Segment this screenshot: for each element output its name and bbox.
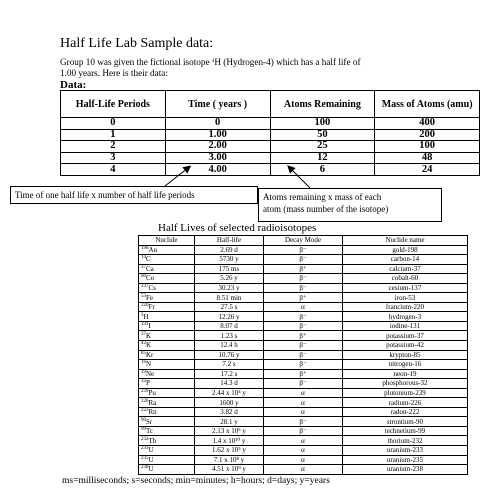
nuclide-name-cell: uranium-238 bbox=[342, 465, 467, 475]
half-life-cell: 3.82 d bbox=[194, 407, 263, 417]
intro-line1-a: Group 10 was given the fictional isotope bbox=[60, 57, 212, 67]
table-row bbox=[139, 264, 468, 274]
half-life-cell: 28.1 y bbox=[194, 417, 263, 427]
half-life-cell: 14.3 d bbox=[194, 379, 263, 389]
element-symbol: Th bbox=[148, 436, 157, 445]
decay-mode-cell: β⁻ bbox=[264, 360, 343, 370]
table-cell: 48 bbox=[375, 152, 480, 164]
nuclide-name-cell: phosphorous-32 bbox=[342, 379, 467, 389]
decay-mode-cell: β⁺ bbox=[264, 264, 343, 274]
nuclide-cell bbox=[139, 426, 195, 436]
intro-mass-number: 4 bbox=[211, 59, 215, 64]
table-cell: 4 bbox=[61, 164, 166, 176]
table-cell: 3.00 bbox=[165, 152, 270, 164]
callout-mass-line2: atom (mass number of the isotope) bbox=[263, 204, 389, 214]
decay-mode-cell: β⁺ bbox=[264, 369, 343, 379]
decay-mode-cell: β⁻ bbox=[264, 321, 343, 331]
element-symbol: N bbox=[146, 360, 152, 369]
decay-mode-cell: β⁻ bbox=[264, 274, 343, 284]
table-cell: 2 bbox=[61, 141, 166, 153]
element-symbol: Co bbox=[146, 274, 155, 283]
half-life-cell: 17.2 s bbox=[194, 369, 263, 379]
table-row bbox=[139, 446, 468, 456]
half-life-cell: 12.26 y bbox=[194, 312, 263, 322]
table-cell: 0 bbox=[165, 118, 270, 130]
header-mass-of-atoms: Mass of Atoms (amu) bbox=[375, 91, 480, 118]
table-cell: 3 bbox=[61, 152, 166, 164]
nuclide-name-cell: krypton-85 bbox=[342, 350, 467, 360]
table-row bbox=[139, 465, 468, 475]
element-symbol: Cs bbox=[148, 284, 156, 292]
decay-mode-cell: β⁻ bbox=[264, 426, 343, 436]
nuclide-name-cell: iodine-131 bbox=[342, 321, 467, 331]
decay-mode-cell: α bbox=[264, 388, 343, 398]
half-life-cell: 27.5 s bbox=[194, 302, 263, 312]
mass-number: 37 bbox=[141, 264, 146, 270]
table-row bbox=[139, 283, 468, 293]
nuclide-name-cell: calcium-37 bbox=[342, 264, 467, 274]
intro-line2: 1.00 years. Here is their data: bbox=[60, 68, 168, 78]
header-time: Time ( years ) bbox=[165, 91, 270, 118]
decay-mode-cell: α bbox=[264, 455, 343, 465]
nuclide-name-cell: potassium-42 bbox=[342, 341, 467, 351]
half-life-cell: 1.23 s bbox=[194, 331, 263, 341]
mass-number: 198 bbox=[141, 245, 149, 251]
nuclide-cell bbox=[139, 369, 195, 379]
decay-mode-cell: α bbox=[264, 446, 343, 456]
mass-number: 137 bbox=[141, 284, 149, 289]
table-cell: 25 bbox=[270, 141, 375, 153]
nuclide-cell bbox=[139, 341, 195, 351]
nuclide-cell bbox=[139, 417, 195, 427]
nuclide-name-cell: nitrogen-16 bbox=[342, 360, 467, 370]
nuclide-cell bbox=[139, 379, 195, 389]
table-cell: 100 bbox=[375, 141, 480, 153]
half-life-cell: 30.23 y bbox=[194, 283, 263, 293]
nuclide-name-cell: radon-222 bbox=[342, 407, 467, 417]
half-life-cell: 8.51 min bbox=[194, 293, 263, 303]
nuclide-cell bbox=[139, 388, 195, 398]
table-cell: 50 bbox=[270, 129, 375, 141]
half-life-cell: 1.62 x 10⁵ y bbox=[194, 446, 263, 456]
header-atoms-remaining: Atoms Remaining bbox=[270, 91, 375, 118]
mass-number: 14 bbox=[141, 255, 146, 261]
nuclide-cell bbox=[139, 465, 195, 475]
element-symbol: Rn bbox=[148, 408, 157, 417]
table-row bbox=[139, 360, 468, 370]
element-symbol: U bbox=[148, 465, 154, 474]
decay-mode-cell: β⁻ bbox=[264, 350, 343, 360]
element-symbol: Tc bbox=[146, 427, 153, 436]
arrow-to-time bbox=[165, 168, 188, 186]
decay-mode-cell: β⁻ bbox=[264, 255, 343, 265]
mass-number: 232 bbox=[141, 436, 149, 442]
half-life-table bbox=[138, 235, 468, 475]
table-row bbox=[139, 321, 468, 331]
table-cell: 2.00 bbox=[165, 141, 270, 153]
decay-mode-cell: α bbox=[264, 407, 343, 417]
half-life-cell: 5730 y bbox=[194, 255, 263, 265]
element-symbol: Fr bbox=[148, 303, 155, 312]
table-row bbox=[139, 293, 468, 303]
nuclide-name-cell: strontium-90 bbox=[342, 417, 467, 427]
table-row bbox=[139, 255, 468, 265]
nuclide-cell bbox=[139, 331, 195, 341]
table-cell: 0 bbox=[61, 118, 166, 130]
table-row bbox=[139, 417, 468, 427]
nuclide-cell bbox=[139, 407, 195, 417]
half-life-cell: 7.2 s bbox=[194, 360, 263, 370]
element-symbol: U bbox=[148, 455, 154, 464]
element-symbol: Au bbox=[148, 245, 158, 254]
decay-mode-cell: α bbox=[264, 436, 343, 446]
decay-mode-cell: β⁻ bbox=[264, 312, 343, 322]
page-title: Half Life Lab Sample data: bbox=[60, 36, 214, 51]
half-life-cell: 175 ms bbox=[194, 264, 263, 274]
table-row bbox=[139, 245, 468, 255]
element-symbol: K bbox=[146, 341, 152, 350]
element-symbol: Ra bbox=[148, 398, 157, 407]
mass-number: 90 bbox=[141, 417, 146, 423]
decay-mode-cell: β⁻ bbox=[264, 283, 343, 293]
data-label: Data: bbox=[60, 79, 87, 91]
nuclide-cell bbox=[139, 398, 195, 408]
element-symbol: H bbox=[143, 312, 149, 321]
header-decay-mode: Decay Mode bbox=[264, 236, 343, 246]
table-row bbox=[139, 407, 468, 417]
nuclide-name-cell: thorium-232 bbox=[342, 436, 467, 446]
nuclide-name-cell: carbon-14 bbox=[342, 255, 467, 265]
nuclide-cell bbox=[139, 293, 195, 303]
table-cell: 400 bbox=[375, 118, 480, 130]
decay-mode-cell: β⁺ bbox=[264, 331, 343, 341]
element-symbol: U bbox=[148, 446, 154, 455]
element-symbol: C bbox=[146, 255, 151, 264]
half-life-table-title: Half Lives of selected radioisotopes bbox=[158, 222, 317, 234]
mass-number: 99 bbox=[141, 427, 146, 433]
half-life-cell: 5.26 y bbox=[194, 274, 263, 284]
mass-number: 239 bbox=[141, 389, 149, 395]
mass-number: 32 bbox=[141, 379, 146, 385]
element-symbol: I bbox=[148, 322, 151, 331]
nuclide-cell bbox=[139, 245, 195, 255]
table-cell: 24 bbox=[375, 164, 480, 176]
nuclide-cell bbox=[139, 274, 195, 284]
table-cell: 4.00 bbox=[165, 164, 270, 176]
decay-mode-cell: β⁻ bbox=[264, 379, 343, 389]
mass-number: 60 bbox=[141, 274, 146, 280]
table-row bbox=[139, 426, 468, 436]
half-life-cell: 8.07 d bbox=[194, 321, 263, 331]
mass-number: 85 bbox=[141, 350, 146, 356]
half-life-cell: 1600 y bbox=[194, 398, 263, 408]
table-cell: 12 bbox=[270, 152, 375, 164]
table-row bbox=[139, 331, 468, 341]
callout-time-explanation: Time of one half life x number of half life periods bbox=[10, 186, 258, 204]
half-life-cell: 12.4 h bbox=[194, 341, 263, 351]
mass-number: 233 bbox=[141, 446, 149, 452]
nuclide-name-cell: technetium-99 bbox=[342, 426, 467, 436]
header-nuclide: Nuclide bbox=[139, 236, 195, 246]
element-symbol: Sr bbox=[146, 417, 153, 426]
element-symbol: Ne bbox=[146, 369, 155, 378]
table-row bbox=[139, 388, 468, 398]
header-half-life: Half-life bbox=[194, 236, 263, 246]
nuclide-cell bbox=[139, 255, 195, 265]
half-life-cell: 10.76 y bbox=[194, 350, 263, 360]
nuclide-name-cell: neon-19 bbox=[342, 369, 467, 379]
nuclide-name-cell: potassium-37 bbox=[342, 331, 467, 341]
table-row bbox=[139, 302, 468, 312]
element-symbol: Kr bbox=[146, 350, 154, 359]
table-cell: 100 bbox=[270, 118, 375, 130]
nuclide-cell bbox=[139, 312, 195, 322]
mass-number: 3 bbox=[141, 312, 144, 318]
nuclide-name-cell: gold-198 bbox=[342, 245, 467, 255]
element-symbol: Pu bbox=[148, 389, 156, 398]
mass-number: 238 bbox=[141, 465, 149, 471]
table-row bbox=[139, 455, 468, 465]
nuclide-name-cell: plutonium-239 bbox=[342, 388, 467, 398]
table-row bbox=[139, 369, 468, 379]
nuclide-name-cell: iron-53 bbox=[342, 293, 467, 303]
mass-number: 53 bbox=[141, 293, 146, 299]
decay-mode-cell: β⁺ bbox=[264, 293, 343, 303]
nuclide-name-cell: uranium-233 bbox=[342, 446, 467, 456]
half-life-cell: 4.51 x 10⁹ y bbox=[194, 465, 263, 475]
element-symbol: Ca bbox=[146, 264, 154, 273]
mass-number: 235 bbox=[141, 455, 149, 461]
table-row bbox=[139, 341, 468, 351]
table-cell: 6 bbox=[270, 164, 375, 176]
element-symbol: P bbox=[146, 379, 150, 388]
nuclide-name-cell: uranium-235 bbox=[342, 455, 467, 465]
table-cell: 1 bbox=[61, 129, 166, 141]
element-symbol: K bbox=[146, 331, 152, 340]
nuclide-cell bbox=[139, 446, 195, 456]
half-life-cell: 1.4 x 10¹⁰ y bbox=[194, 436, 263, 446]
nuclide-name-cell: francium-220 bbox=[342, 302, 467, 312]
mass-number: 222 bbox=[141, 408, 149, 414]
mass-number: 226 bbox=[141, 398, 149, 404]
half-life-cell: 2.44 x 10⁴ y bbox=[194, 388, 263, 398]
half-life-cell: 7.1 x 10⁸ y bbox=[194, 455, 263, 465]
table-row bbox=[139, 350, 468, 360]
units-legend: ms=milliseconds; s=seconds; min=minutes; h=hours; d=days; y=years bbox=[62, 476, 330, 486]
nuclide-cell bbox=[139, 264, 195, 274]
nuclide-cell bbox=[139, 455, 195, 465]
table-cell: 200 bbox=[375, 129, 480, 141]
half-life-header-row bbox=[139, 236, 468, 246]
nuclide-cell bbox=[139, 350, 195, 360]
decay-mode-cell: α bbox=[264, 302, 343, 312]
nuclide-cell bbox=[139, 283, 195, 293]
half-life-cell: 2.69 d bbox=[194, 245, 263, 255]
decay-mode-cell: β⁻ bbox=[264, 341, 343, 351]
callout-mass-line1: Atoms remaining x mass of each bbox=[263, 192, 382, 202]
mass-number: 16 bbox=[141, 360, 146, 366]
nuclide-cell bbox=[139, 302, 195, 312]
mass-number: 220 bbox=[141, 303, 149, 309]
half-life-cell: 2.13 x 10⁵ y bbox=[194, 426, 263, 436]
mass-number: 37 bbox=[141, 331, 146, 337]
nuclide-cell bbox=[139, 360, 195, 370]
intro-line1-b: H (Hydrogen-4) which has a half life of bbox=[214, 57, 361, 67]
mass-number: 42 bbox=[141, 341, 146, 347]
table-row bbox=[139, 312, 468, 322]
nuclide-name-cell: cesium-137 bbox=[342, 283, 467, 293]
table-row bbox=[139, 436, 468, 446]
table-row bbox=[139, 379, 468, 389]
nuclide-name-cell: radium-226 bbox=[342, 398, 467, 408]
header-nuclide-name: Nuclide name bbox=[342, 236, 467, 246]
arrow-to-mass bbox=[290, 168, 310, 188]
mass-number: 19 bbox=[141, 369, 146, 375]
table-row bbox=[139, 398, 468, 408]
nuclide-name-cell: cobalt-60 bbox=[342, 274, 467, 284]
decay-mode-cell: β⁻ bbox=[264, 417, 343, 427]
mass-number: 131 bbox=[141, 322, 149, 328]
decay-mode-cell: α bbox=[264, 465, 343, 475]
nuclide-cell bbox=[139, 321, 195, 331]
table-cell: 1.00 bbox=[165, 129, 270, 141]
nuclide-cell bbox=[139, 436, 195, 446]
table-row bbox=[139, 274, 468, 284]
decay-mode-cell: β⁻ bbox=[264, 245, 343, 255]
element-symbol: Fe bbox=[146, 293, 153, 302]
header-half-life-periods: Half-Life Periods bbox=[61, 91, 166, 118]
nuclide-name-cell: hydrogen-3 bbox=[342, 312, 467, 322]
decay-mode-cell: α bbox=[264, 398, 343, 408]
